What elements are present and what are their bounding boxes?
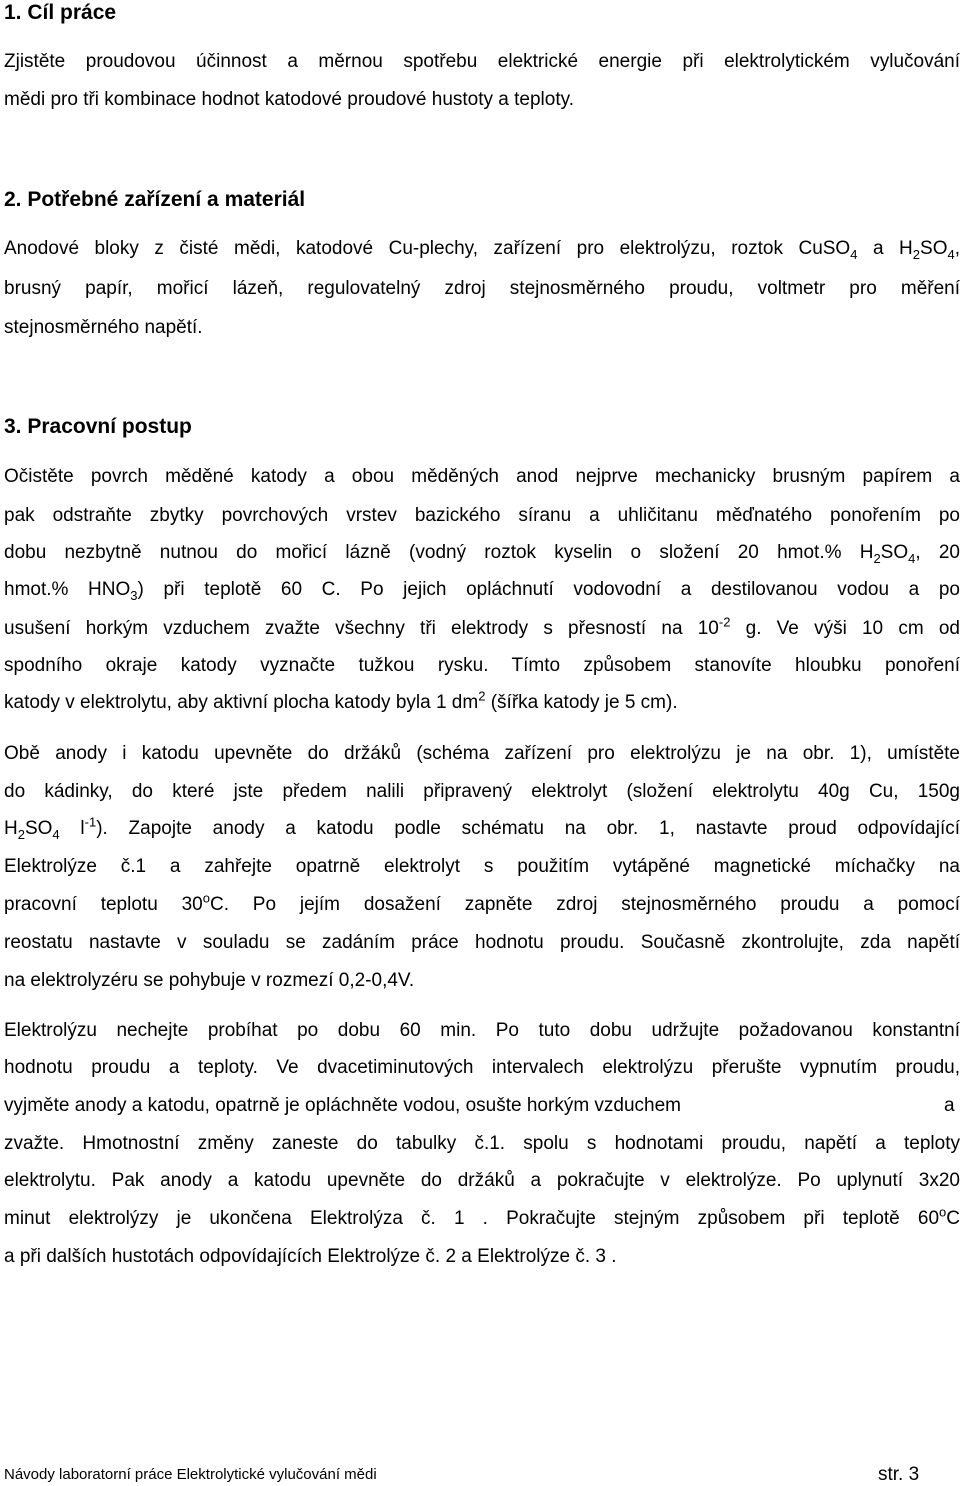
p3-line-2: hodnotu proudu a teploty. Ve dvacetiminutových intervalech elektrolýzu přerušte vypnutím proudu, bbox=[4, 1057, 960, 1078]
page-number: str. 3 bbox=[878, 1464, 920, 1485]
p2-line-2: do kádinky, do které jste předem nalili připravený elektrolyt (složení elektrolytu 40g Cu, 150g bbox=[4, 781, 960, 802]
p3-line-6: minut elektrolýzy je ukončena Elektrolýza č. 1 . Pokračujte stejným způsobem při teplotě 60$^o$C bbox=[4, 1204, 960, 1229]
p3-line-7: a při dalších hustotách odpovídajících Elektrolýze č. 2 a Elektrolýze č. 3 . bbox=[4, 1246, 617, 1267]
p2-line-4: Elektrolýze č.1 a zahřejte opatrně elektrolyt s použitím vytápěné magnetické míchačky na bbox=[4, 856, 960, 877]
section-1-line-2: mědi pro tři kombinace hodnot katodové proudové hustoty a teploty. bbox=[4, 89, 574, 110]
p3-line-5: elektrolytu. Pak anody a katodu upevněte do držáků a pokračujte v elektrolýze. Po uplynutí 3x20 bbox=[4, 1170, 960, 1191]
section-2-line-3: stejnosměrného napětí. bbox=[4, 317, 203, 338]
p1-line-2: pak odstraňte zbytky povrchových vrstev bazického síranu a uhličitanu měďnatého ponořením po bbox=[4, 505, 960, 526]
section-2-heading: 2. Potřebné zařízení a materiál bbox=[4, 188, 306, 211]
p3-line-3b: a bbox=[944, 1095, 955, 1116]
p3-line-4: zvažte. Hmotnostní změny zaneste do tabulky č.1. spolu s hodnotami proudu, napětí a teploty bbox=[4, 1133, 960, 1154]
footer-title: Návody laboratorní práce Elektrolytické vylučování mědi bbox=[4, 1466, 377, 1483]
section-1-heading: 1. Cíl práce bbox=[4, 1, 117, 24]
section-1-line-1: Zjistěte proudovou účinnost a měrnou spotřebu elektrické energie při elektrolytickém vylučování bbox=[4, 51, 960, 72]
section-3-heading: 3. Pracovní postup bbox=[4, 415, 192, 438]
p2-line-1: Obě anody i katodu upevněte do držáků (schéma zařízení pro elektrolýzu je na obr. 1), umístěte bbox=[4, 743, 960, 764]
p2-line-3: $H_2SO_4$ $l^{-1}$). Zapojte anody a katodu podle schématu na obr. 1, nastavte proud odpovídající bbox=[4, 814, 960, 842]
p1-line-3: dobu nezbytně nutnou do mořicí lázně (vodný roztok kyselin o složení 20 hmot.% $H_2SO_4$, 20 bbox=[4, 542, 960, 566]
p1-line-7: katody v elektrolytu, aby aktivní plocha katody byla 1 $dm^2$ (šířka katody je 5 cm). bbox=[4, 688, 678, 713]
section-2-line-1: Anodové bloky z čisté mědi, katodové Cu-plechy, zařízení pro elektrolýzu, roztok CuSO$_4$ a $H_2SO_4$, bbox=[4, 238, 960, 262]
p2-line-5: pracovní teplotu 30$^o$C. Po jejím dosažení zapněte zdroj stejnosměrného proudu a pomocí bbox=[4, 890, 960, 915]
p1-line-5: usušení horkým vzduchem zvažte všechny tři elektrody s přesností na $10^{-2}$ g. Ve výši 10 cm od bbox=[4, 614, 960, 639]
p1-line-4: hmot.% $HNO_3$) při teplotě 60 C. Po jejich opláchnutí vodovodní a destilovanou vodou a po bbox=[4, 579, 960, 603]
p3-line-1: Elektrolýzu nechejte probíhat po dobu 60 min. Po tuto dobu udržujte požadovanou konstantní bbox=[4, 1020, 960, 1041]
section-2-line-2: brusný papír, mořicí lázeň, regulovatelný zdroj stejnosměrného proudu, voltmetr pro měření bbox=[4, 278, 960, 299]
p3-line-3a: vyjměte anody a katodu, opatrně je opláchněte vodou, osušte horkým vzduchem bbox=[4, 1095, 682, 1116]
p1-line-6: spodního okraje katody vyznačte tužkou rysku. Tímto způsobem stanovíte hloubku ponoření bbox=[4, 655, 960, 676]
p1-line-1: Očistěte povrch měděné katody a obou měděných anod nejprve mechanicky brusným papírem a bbox=[4, 466, 960, 487]
p2-line-7: na elektrolyzéru se pohybuje v rozmezí 0,2-0,4V. bbox=[4, 970, 415, 991]
p2-line-6: reostatu nastavte v souladu se zadáním práce hodnotu proudu. Současně zkontrolujte, zda napětí bbox=[4, 932, 960, 953]
